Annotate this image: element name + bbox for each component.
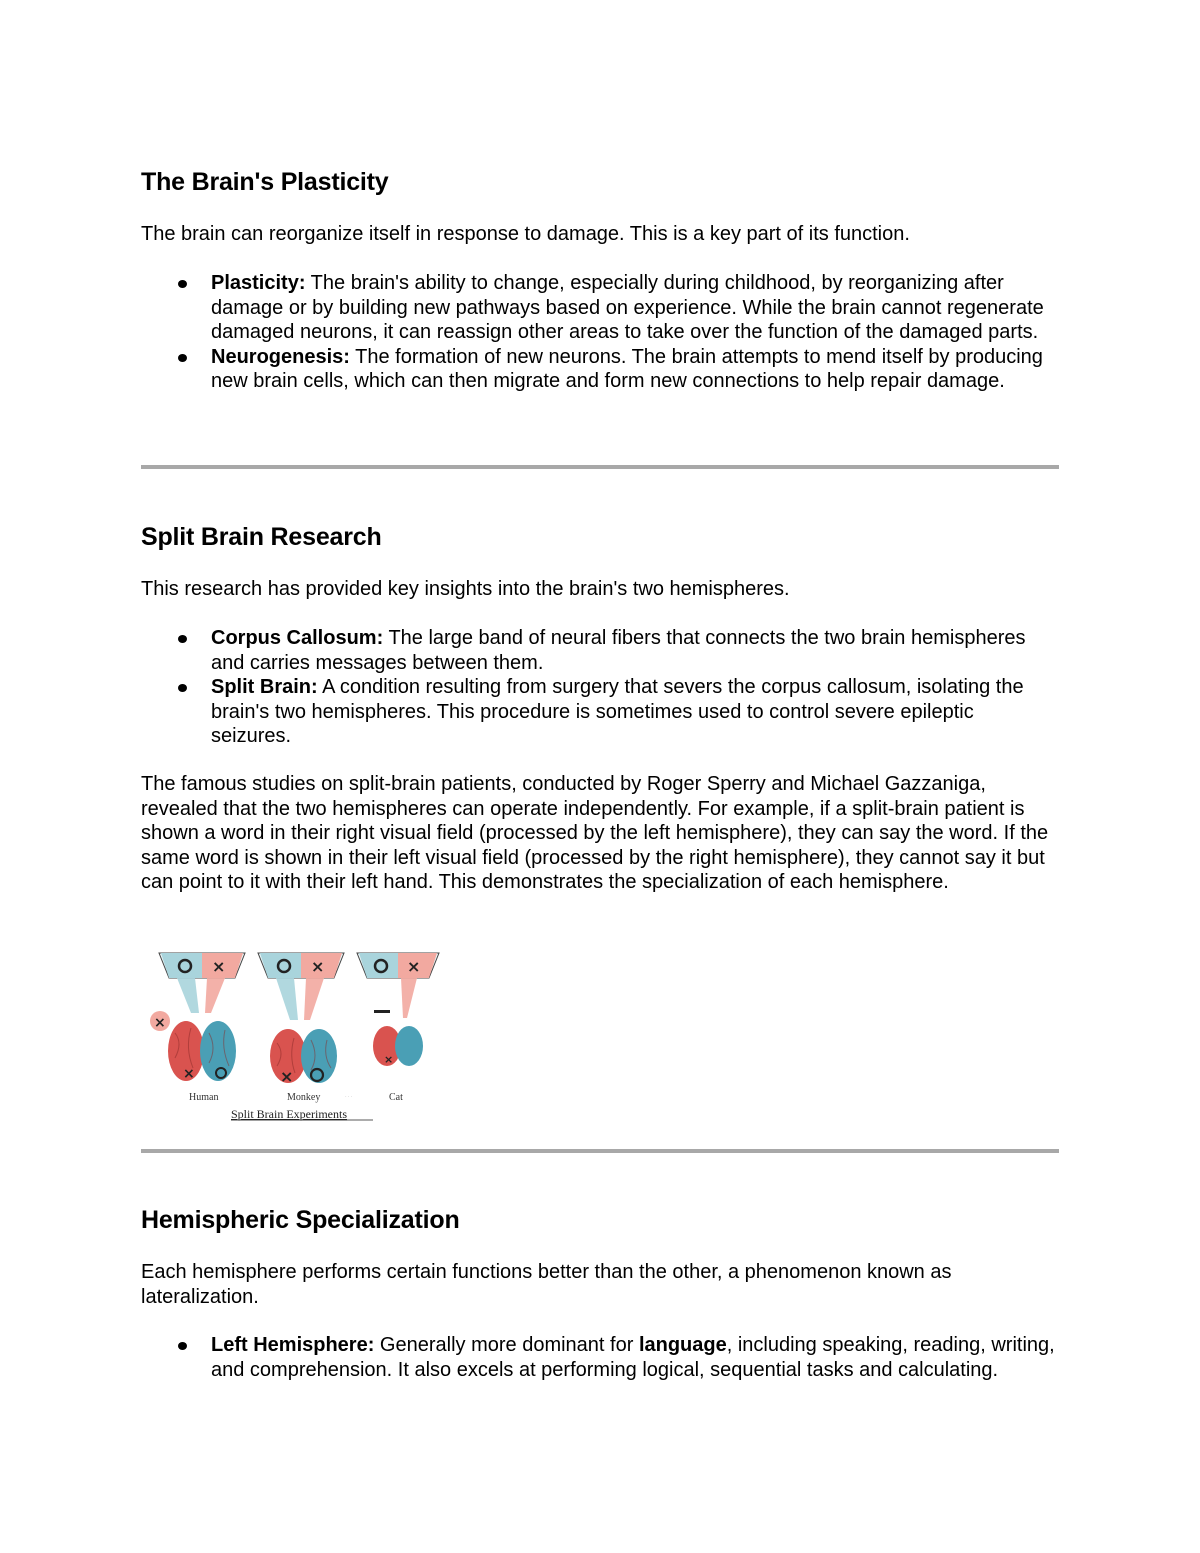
body-paragraph: The famous studies on split-brain patients, conducted by Roger Sperry and Michael Gazzaniga, revealed that the two hemispheres can operate independently. For example, if a split-brain patient is shown a word in their right visual field (processed by the left hemisphere), they can say the word. If the same word is shown in their left visual field (processed by the right hemisphere), they cannot say it but can point to it with their left hand. This demonstrates the specialization of each hemisphere. xyxy=(141,773,1049,894)
term-definition: The formation of new neurons. The brain attempts to mend itself by producing new brain cells, which can then migrate and form new connections to help repair damage. xyxy=(211,345,1043,393)
list-item xyxy=(141,1333,1059,1382)
list-item xyxy=(141,626,1059,675)
monkey-panel xyxy=(258,953,344,1103)
emphasis-text: language xyxy=(638,1334,727,1356)
split-brain-figure xyxy=(145,948,445,1128)
bullet-icon xyxy=(178,280,187,288)
list-item xyxy=(141,345,1059,394)
term-definition-cont: , including speaking, reading, writing, and comprehension. It also excels at performing logical, sequential tasks and calculating. xyxy=(211,1334,1055,1381)
term-label: Split Brain: xyxy=(211,676,318,699)
figure-label: Cat xyxy=(389,1092,403,1103)
horizontal-divider xyxy=(141,1149,1059,1153)
section-heading-split-brain: Split Brain Research xyxy=(141,523,382,551)
human-panel xyxy=(150,953,245,1103)
figure-label: Monkey xyxy=(287,1092,321,1103)
svg-text:· · ·: · · · xyxy=(345,1095,353,1100)
bullet-list xyxy=(141,271,1059,394)
term-definition: Generally more dominant for xyxy=(374,1334,639,1356)
bullet-icon xyxy=(178,1342,187,1350)
term-label: Corpus Callosum: xyxy=(211,627,384,649)
bullet-icon xyxy=(178,635,187,643)
bullet-list xyxy=(141,626,1059,749)
list-item xyxy=(141,675,1059,749)
list-item xyxy=(141,271,1059,345)
term-label: Plasticity: xyxy=(211,272,306,294)
section-intro: Each hemisphere performs certain functions better than the other, a phenomenon known as lateralization. xyxy=(141,1261,952,1308)
section-heading-plasticity: The Brain's Plasticity xyxy=(141,168,389,196)
section-heading-hemispheric: Hemispheric Specialization xyxy=(141,1206,460,1234)
bullet-icon xyxy=(178,684,187,692)
section-intro: The brain can reorganize itself in response to damage. This is a key part of its function. xyxy=(141,223,910,245)
term-definition: The large band of neural fibers that connects the two brain hemispheres and carries messages between them. xyxy=(211,627,1026,674)
term-definition: A condition resulting from surgery that severs the corpus callosum, isolating the brain's two hemispheres. This procedure is sometimes used to control severe epileptic seizures. xyxy=(211,676,1024,748)
svg-text:×: × xyxy=(311,957,325,976)
section-intro: This research has provided key insights into the brain's two hemispheres. xyxy=(141,578,790,600)
cat-panel xyxy=(345,953,439,1103)
split-brain-illustration xyxy=(145,948,445,1128)
svg-text:×: × xyxy=(280,1067,294,1086)
term-label: Left Hemisphere: xyxy=(211,1334,375,1356)
bullet-icon xyxy=(178,354,187,362)
svg-text:×: × xyxy=(384,1053,394,1066)
term-definition: The brain's ability to change, especially during childhood, by reorganizing after damage or by building new pathways based on experience. While the brain cannot regenerate damaged neurons, it can reassign other areas to take over the function of the damaged parts. xyxy=(211,272,1044,344)
figure-label: Human xyxy=(189,1092,219,1103)
figure-caption: Split Brain Experiments xyxy=(231,1107,347,1121)
term-label: Neurogenesis: xyxy=(211,345,350,368)
svg-text:×: × xyxy=(212,957,226,976)
horizontal-divider xyxy=(141,465,1059,469)
svg-text:×: × xyxy=(407,957,421,976)
svg-text:×: × xyxy=(154,1015,166,1031)
svg-text:×: × xyxy=(183,1066,195,1082)
bullet-list xyxy=(141,1333,1059,1382)
